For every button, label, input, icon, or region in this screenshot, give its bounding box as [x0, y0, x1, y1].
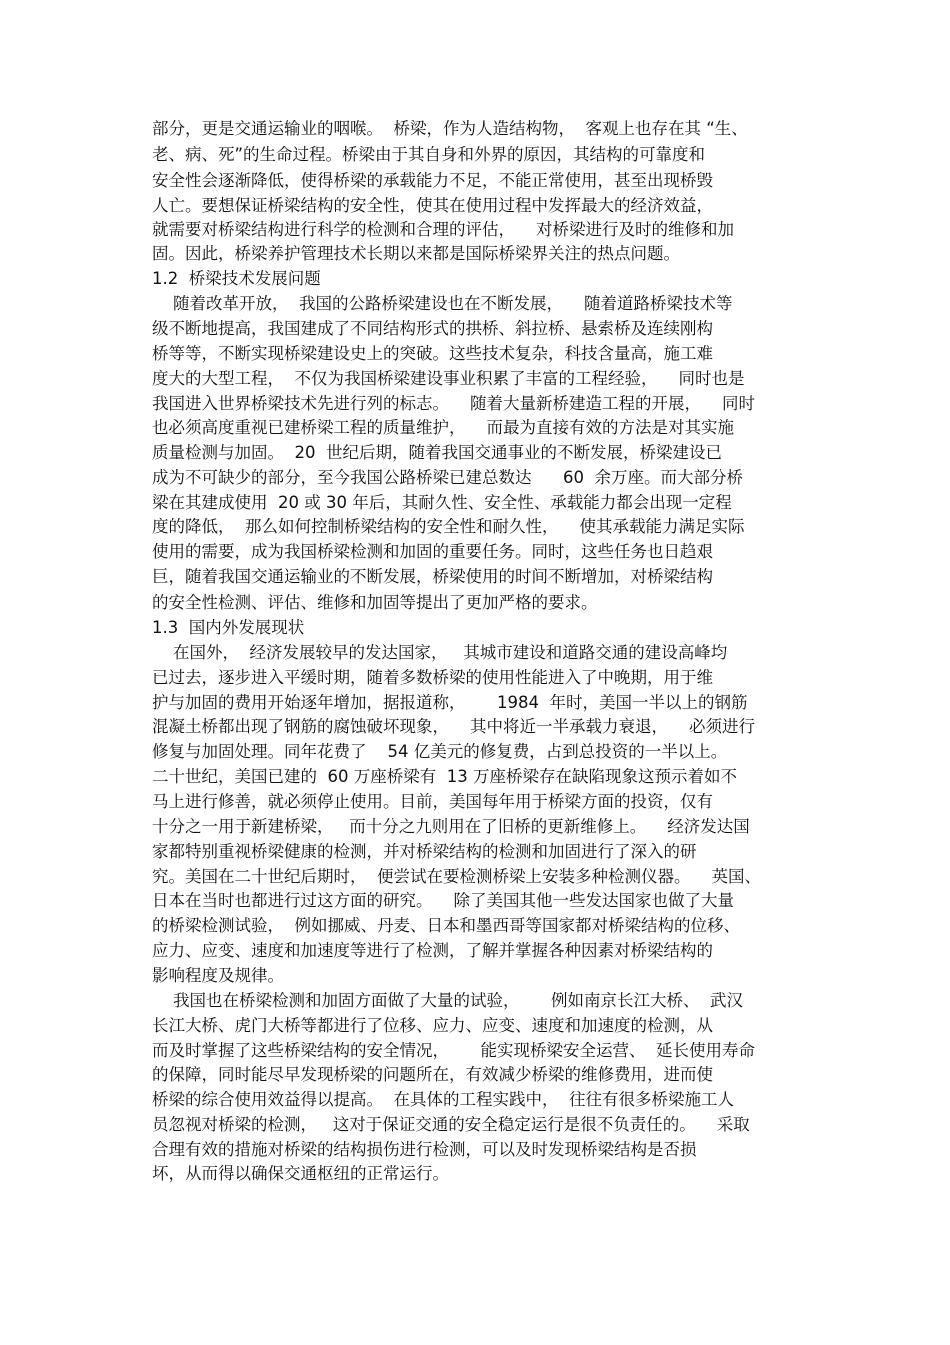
text-line: 员忽视对桥梁的检测， 这对于保证交通的安全稳定运行是很不负责任的。 采取	[152, 1115, 750, 1134]
text-line: 长江大桥、虎门大桥等都进行了位移、应力、应变、速度和加速度的检测，从	[152, 1016, 713, 1035]
text-line: 巨，随着我国交通运输业的不断发展，桥梁使用的时间不断增加，对桥梁结构	[152, 567, 713, 586]
text-line: 老、病、死”的生命过程。桥梁由于其自身和外界的原因，其结构的可靠度和	[152, 145, 706, 164]
text-line: 马上进行修善，就必须停止使用。目前，美国每年用于桥梁方面的投资，仅有	[152, 792, 713, 811]
text-line: 修复与加固处理。同年花费了 54 亿美元的修复费，占到总投资的一半以上。	[152, 742, 728, 761]
text-line: 坏，从而得以确保交通枢纽的正常运行。	[152, 1164, 449, 1183]
text-line: 级不断地提高，我国建成了不同结构形式的拱桥、斜拉桥、悬索桥及连续刚构	[152, 319, 713, 338]
text-line: 部分，更是交通运输业的咽喉。 桥梁，作为人造结构物， 客观上也存在其 “生、	[152, 119, 748, 138]
text-line: 影响程度及规律。	[152, 966, 284, 985]
text-line: 护与加固的费用开始逐年增加，据报道称， 1984 年时，美国一半以上的钢筋	[152, 693, 748, 712]
text-line: 使用的需要，成为我国桥梁检测和加固的重要任务。同时，这些任务也日趋艰	[152, 542, 713, 561]
text-line: 的安全性检测、评估、维修和加固等提出了更加严格的要求。	[152, 593, 598, 612]
text-line: 梁在其建成使用 20 或 30 年后，其耐久性、安全性、承载能力都会出现一定程	[152, 493, 732, 512]
section-heading: 1.2 桥梁技术发展问题	[152, 269, 321, 288]
text-line: 在国外， 经济发展较早的发达国家， 其城市建设和道路交通的建设高峰均	[152, 643, 728, 662]
text-line: 已过去，逐步进入平缓时期，随着多数桥梁的使用性能进入了中晚期，用于维	[152, 668, 713, 687]
text-line: 成为不可缺少的部分，至今我国公路桥梁已建总数达 60 余万座。而大部分桥	[152, 468, 743, 487]
text-line: 家都特别重视桥梁健康的检测，并对桥梁结构的检测和加固进行了深入的研	[152, 842, 697, 861]
text-line: 桥梁的综合使用效益得以提高。 在具体的工程实践中， 往往有很多桥梁施工人	[152, 1090, 734, 1109]
section-heading: 1.3 国内外发展现状	[152, 618, 305, 637]
text-line: 应力、应变、速度和加速度等进行了检测，了解并掌握各种因素对桥梁结构的	[152, 941, 713, 960]
text-line: 日本在当时也都进行过这方面的研究。 除了美国其他一些发达国家也做了大量	[152, 891, 734, 910]
text-line: 也必须高度重视已建桥梁工程的质量维护， 而最为直接有效的方法是对其实施	[152, 418, 734, 437]
text-line: 固。因此，桥梁养护管理技术长期以来都是国际桥梁界关注的热点问题。	[152, 244, 680, 263]
text-line: 我国进入世界桥梁技术先进行列的标志。 随着大量新桥建造工程的开展， 同时	[152, 394, 755, 413]
text-line: 混凝土桥都出现了钢筋的腐蚀破坏现象， 其中将近一半承载力衰退， 必须进行	[152, 717, 755, 736]
text-line: 的保障，同时能尽早发现桥梁的问题所在，有效减少桥梁的维修费用，进而使	[152, 1065, 713, 1084]
text-line: 合理有效的措施对桥梁的结构损伤进行检测，可以及时发现桥梁结构是否损	[152, 1140, 697, 1159]
text-line: 人亡。要想保证桥梁结构的安全性，使其在使用过程中发挥最大的经济效益，	[152, 196, 713, 215]
text-line: 桥等等，不断实现桥梁建设史上的突破。这些技术复杂，科技含量高，施工难	[152, 344, 713, 363]
text-line: 度大的大型工程， 不仅为我国桥梁建设事业积累了丰富的工程经验， 同时也是	[152, 369, 745, 388]
text-line: 就需要对桥梁结构进行科学的检测和合理的评估， 对桥梁进行及时的维修和加	[152, 220, 734, 239]
text-line: 的桥梁检测试验， 例如挪威、丹麦、日本和墨西哥等国家都对桥梁结构的位移、	[152, 916, 740, 935]
text-line: 我国也在桥梁检测和加固方面做了大量的试验， 例如南京长江大桥、 武汉	[152, 991, 743, 1010]
text-line: 随着改革开放， 我国的公路桥梁建设也在不断发展， 随着道路桥梁技术等	[152, 294, 733, 313]
text-line: 质量检测与加固。 20 世纪后期，随着我国交通事业的不断发展，桥梁建设已	[152, 443, 722, 462]
text-line: 度的降低， 那么如何控制桥梁结构的安全性和耐久性， 使其承载能力满足实际	[152, 517, 745, 536]
text-line: 十分之一用于新建桥梁， 而十分之九则用在了旧桥的更新维修上。 经济发达国	[152, 817, 750, 836]
text-line: 安全性会逐渐降低，使得桥梁的承载能力不足，不能正常使用，甚至出现桥毁	[152, 171, 713, 190]
text-line: 而及时掌握了这些桥梁结构的安全情况， 能实现桥梁安全运营、 延长使用寿命	[152, 1041, 755, 1060]
text-line: 二十世纪，美国已建的 60 万座桥梁有 13 万座桥梁存在缺陷现象这预示着如不	[152, 767, 737, 786]
text-line: 究。美国在二十世纪后期时， 便尝试在要检测桥梁上安装多种检测仪器。 英国、	[152, 867, 761, 886]
